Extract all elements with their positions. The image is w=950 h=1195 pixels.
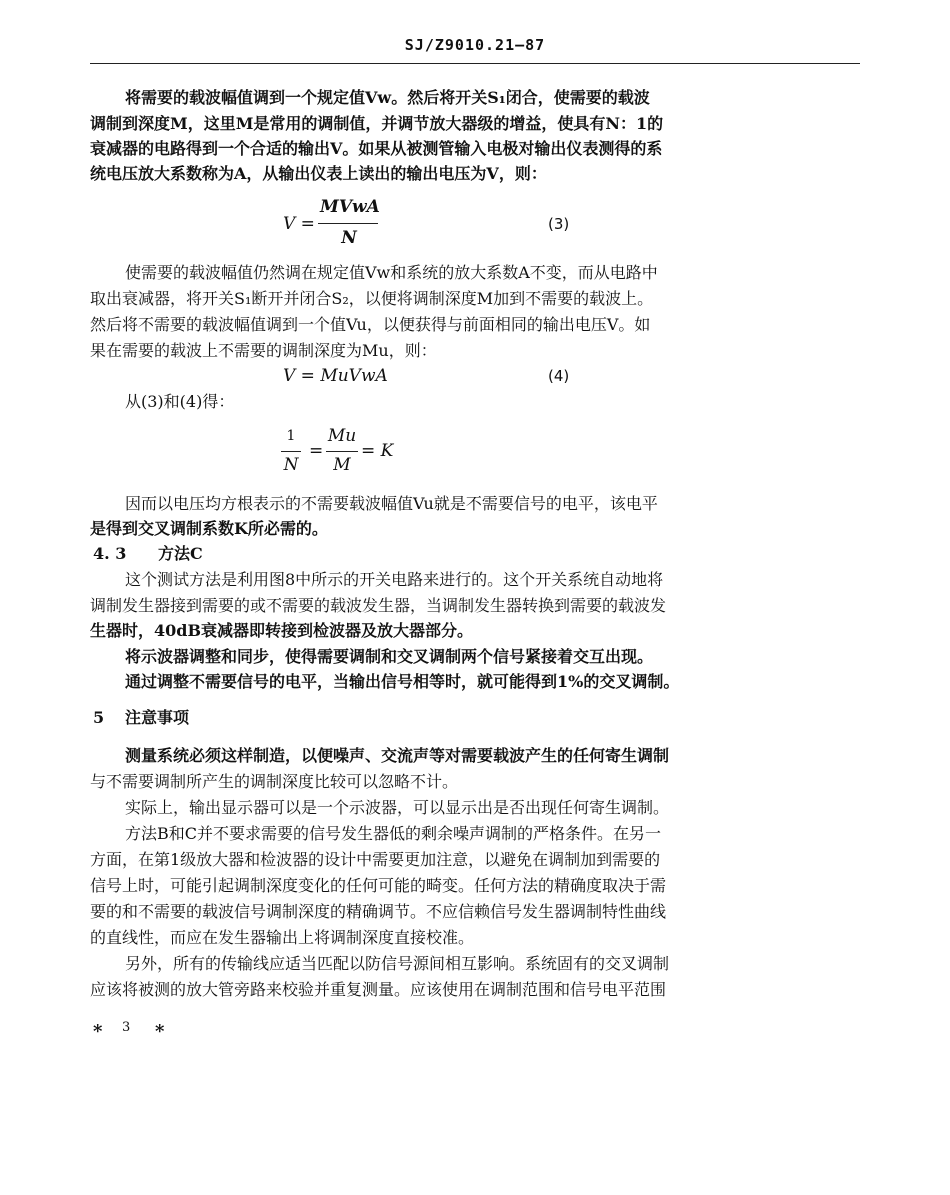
section-5-number: 5 bbox=[93, 708, 105, 727]
eq3-number: (3) bbox=[548, 215, 570, 233]
para1-line-3: 衰减器的电路得到一个合适的输出V。如果从被测管输入电极对输出仪表测得的系 bbox=[90, 139, 663, 158]
eq3-fraction-bar bbox=[318, 223, 378, 224]
para9-line-1: 方法B和C并不要求需要的信号发生器低的剩余噪声调制的严格条件。在另一 bbox=[125, 824, 662, 843]
para1-line-2: 调制到深度M，这里M是常用的调制值，并调节放大器级的增益，使具有N：1的 bbox=[90, 114, 664, 133]
eq3-denominator: N bbox=[341, 228, 357, 248]
eq4-number: (4) bbox=[548, 367, 570, 385]
equation-4: V = MuVwA bbox=[283, 366, 388, 386]
eqk-denominator-2: M bbox=[333, 455, 351, 475]
header-rule bbox=[90, 63, 860, 64]
eq3-lhs: V = bbox=[283, 214, 315, 234]
para2-line-2: 取出衰减器，将开关S₁断开并闭合S₂，以便将调制深度M加到不需要的载波上。 bbox=[90, 289, 654, 308]
para9-line-3: 信号上时，可能引起调制深度变化的任何可能的畸变。任何方法的精确度取决于需 bbox=[90, 876, 667, 895]
eqk-numerator-2: Mu bbox=[327, 426, 357, 446]
document-number: SJ/Z9010.21—87 bbox=[404, 36, 546, 54]
footer-left-mark: * bbox=[93, 1021, 103, 1042]
eqk-numerator-1: 1 bbox=[286, 428, 296, 444]
page-number: 3 bbox=[122, 1020, 131, 1035]
para2-line-1: 使需要的载波幅值仍然调在规定值Vw和系统的放大系数A不变，而从电路中 bbox=[125, 263, 658, 282]
para7-line-2: 与不需要调制所产生的调制深度比较可以忽略不计。 bbox=[90, 772, 459, 791]
para4-line-3: 生器时，40dB衰减器即转接到检波器及放大器部分。 bbox=[90, 621, 473, 640]
para9-line-2: 方面，在第1级放大器和检波器的设计中需要更加注意，以避免在调制加到需要的 bbox=[90, 850, 661, 869]
para4-line-2: 调制发生器接到需要的或不需要的载波发生器，当调制发生器转换到需要的载波发 bbox=[90, 596, 667, 615]
eqk-equals-1: = bbox=[309, 441, 324, 461]
para5: 将示波器调整和同步，使得需要调制和交叉调制两个信号紧接着交互出现。 bbox=[125, 647, 654, 666]
from-line: 从(3)和(4)得： bbox=[125, 392, 235, 411]
eqk-equals-k: = K bbox=[361, 441, 394, 461]
footer-right-mark: * bbox=[155, 1021, 165, 1042]
para6: 通过调整不需要信号的电平，当输出信号相等时，就可能得到1%的交叉调制。 bbox=[125, 672, 680, 691]
para2-line-4: 果在需要的载波上不需要的调制深度为Mu，则： bbox=[90, 341, 437, 360]
para7-line-1: 测量系统必须这样制造，以便噪声、交流声等对需要载波产生的任何寄生调制 bbox=[125, 746, 670, 765]
para2-line-3: 然后将不需要的载波幅值调到一个值Vu，以便获得与前面相同的输出电压V。如 bbox=[90, 315, 651, 334]
para4-line-1: 这个测试方法是利用图8中所示的开关电路来进行的。这个开关系统自动地将 bbox=[125, 570, 664, 589]
para9-line-5: 的直线性，而应在发生器输出上将调制深度直接校准。 bbox=[90, 928, 475, 947]
para3-line-1: 因而以电压均方根表示的不需要载波幅值Vu就是不需要信号的电平，该电平 bbox=[125, 494, 658, 513]
para1-line-1: 将需要的载波幅值调到一个规定值Vw。然后将开关S₁闭合，使需要的载波 bbox=[125, 88, 650, 107]
para1-line-4: 统电压放大系数称为A，从输出仪表上读出的输出电压为V，则： bbox=[90, 164, 547, 183]
para9-line-4: 要的和不需要的载波信号调制深度的精确调节。不应信赖信号发生器调制特性曲线 bbox=[90, 902, 667, 921]
section-4-3-title: 方法C bbox=[158, 544, 203, 563]
eqk-bar-2 bbox=[326, 451, 358, 452]
section-5-title: 注意事项 bbox=[125, 708, 190, 727]
para3-line-2: 是得到交叉调制系数K所必需的。 bbox=[90, 519, 328, 538]
para10-line-2: 应该将被测的放大管旁路来校验并重复测量。应该使用在调制范围和信号电平范围 bbox=[90, 980, 667, 999]
para10-line-1: 另外，所有的传输线应适当匹配以防信号源间相互影响。系统固有的交叉调制 bbox=[125, 954, 670, 973]
section-4-3-number: 4. 3 bbox=[93, 544, 127, 563]
eqk-bar-1 bbox=[281, 451, 301, 452]
eqk-denominator-1: N bbox=[283, 455, 299, 475]
para8: 实际上，输出显示器可以是一个示波器，可以显示出是否出现任何寄生调制。 bbox=[125, 798, 670, 817]
eq3-numerator: MVwA bbox=[320, 197, 380, 217]
